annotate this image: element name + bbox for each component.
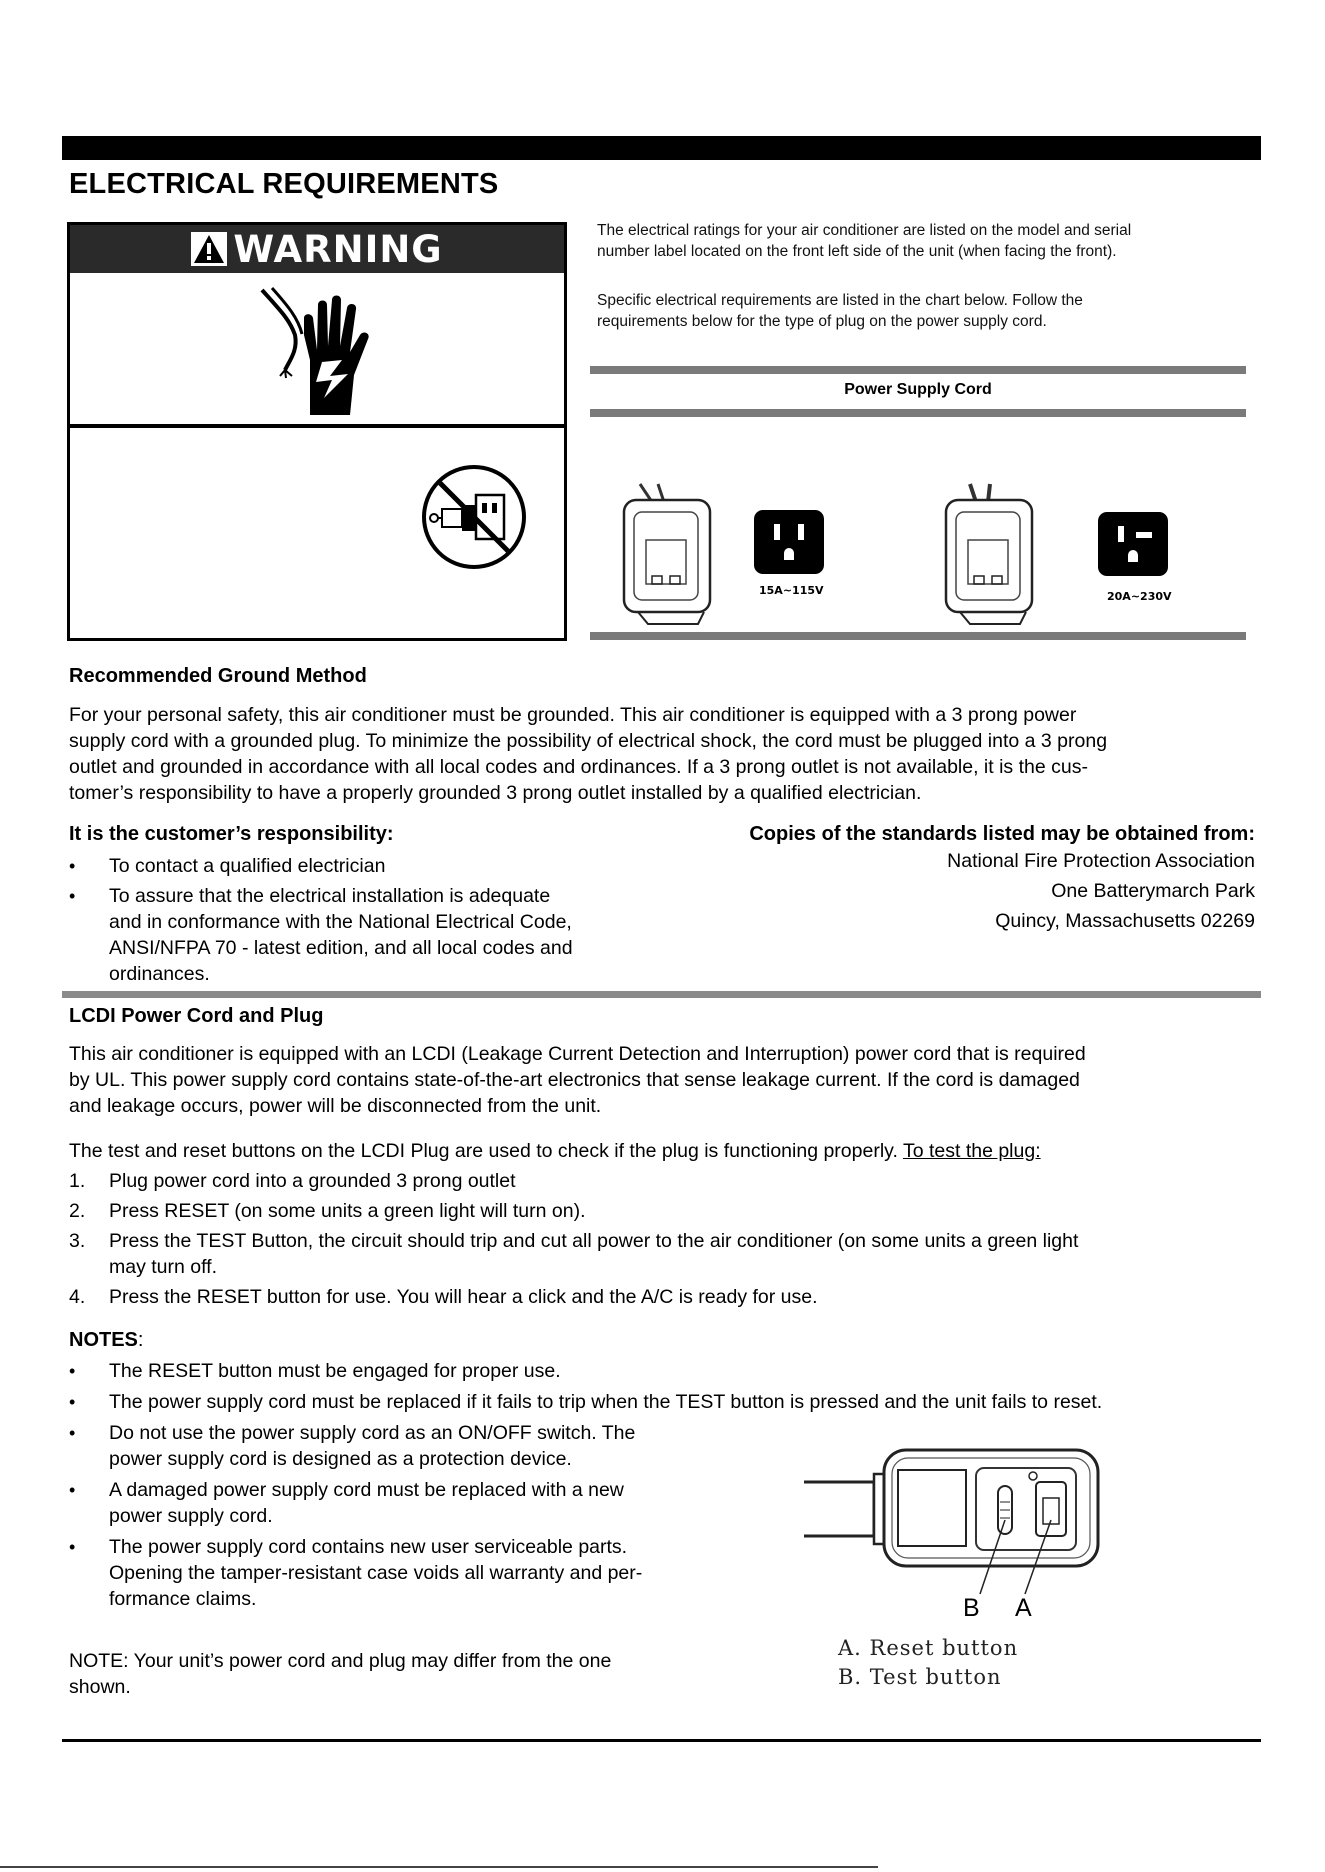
- standards-line-2: One Batterymarch Park: [1051, 880, 1255, 902]
- test-button-caption: B. Test button: [838, 1665, 1002, 1689]
- lcdi-heading: LCDI Power Cord and Plug: [69, 1005, 324, 1027]
- lcdi-plug-230v-icon: [940, 478, 1040, 626]
- warning-header: [70, 225, 564, 273]
- power-supply-mid-rule: [590, 409, 1246, 417]
- requirements-line-2: requirements below for the type of plug on the power supply cord.: [597, 313, 1047, 330]
- diagram-label-a: A: [1015, 1594, 1032, 1622]
- standards-line-1: National Fire Protection Association: [947, 850, 1255, 872]
- list-item: • Do not use the power supply cord as an ON/OFF switch. The power supply cord is designed as a protection device.: [69, 1420, 1269, 1472]
- list-item: • The power supply cord contains new user serviceable parts. Opening the tamper-resistant case voids all warranty and per- formance claims.: [69, 1534, 1269, 1612]
- requirements-paragraph: [597, 290, 1083, 332]
- outlet-115v-icon: [754, 510, 824, 574]
- ground-heading: Recommended Ground Method: [69, 665, 367, 687]
- section-divider: [62, 991, 1261, 998]
- notes-heading: NOTES:: [69, 1329, 144, 1351]
- list-item: • To contact a qualified electrician: [69, 853, 689, 879]
- warning-label: WARNING: [233, 227, 443, 271]
- ratings-paragraph: [597, 220, 1131, 262]
- step-number: 2.: [69, 1200, 86, 1222]
- list-item: • To assure that the electrical installation is adequate and in conformance with the National Electrical Code, ANSI/NFPA 70 - latest edition, and all local codes and ordinances.: [69, 883, 689, 987]
- page-title: ELECTRICAL REQUIREMENTS: [69, 168, 499, 200]
- step-text: may turn off.: [109, 1256, 218, 1278]
- ground-line-1: For your personal safety, this air conditioner must be grounded. This air conditioner is equipped with a 3 prong power: [69, 704, 1077, 726]
- lcdi-plug-115v-icon: [618, 478, 718, 626]
- step-text: Press the RESET button for use. You will hear a click and the A/C is ready for use.: [109, 1286, 818, 1308]
- reset-button-caption: A. Reset button: [838, 1636, 1019, 1660]
- ground-line-4: tomer’s responsibility to have a properly grounded 3 prong outlet installed by a qualified electrician.: [69, 782, 922, 804]
- responsibility-list: [69, 853, 689, 987]
- ground-paragraph: [69, 702, 1259, 806]
- test-step: [69, 1198, 1259, 1224]
- electric-shock-hand-icon: [250, 280, 400, 420]
- power-supply-bottom-rule: [590, 632, 1246, 640]
- standards-block: [749, 823, 1255, 934]
- power-supply-top-rule: [590, 366, 1246, 374]
- test-steps-list: [69, 1168, 1259, 1310]
- header-bar: [62, 136, 1261, 160]
- warning-divider: [70, 424, 564, 428]
- ground-line-3: outlet and grounded in accordance with all local codes and ordinances. If a 3 prong outlet is not available, it is the cus-: [69, 756, 1088, 778]
- no-adapter-icon: [420, 463, 528, 571]
- test-step: [69, 1228, 1259, 1280]
- step-number: 4.: [69, 1286, 86, 1308]
- standards-heading: Copies of the standards listed may be obtained from:: [749, 823, 1255, 845]
- step-text: Press the TEST Button, the circuit should trip and cut all power to the air conditioner (on some units a green light: [109, 1230, 1079, 1252]
- test-step: [69, 1168, 1259, 1194]
- footer-rule: [0, 1866, 878, 1868]
- warning-box: [67, 222, 567, 641]
- list-item: • The power supply cord must be replaced if it fails to trip when the TEST button is pressed and the unit fails to reset.: [69, 1389, 1269, 1415]
- step-text: Press RESET (on some units a green light will turn on).: [109, 1200, 586, 1222]
- final-note: NOTE: Your unit’s power cord and plug may differ from the one shown.: [69, 1650, 612, 1698]
- step-number: 3.: [69, 1230, 86, 1252]
- lcdi-test-intro: The test and reset buttons on the LCDI Plug are used to check if the plug is functioning properly. To test the plug:: [69, 1140, 1041, 1162]
- list-item: • The RESET button must be engaged for proper use.: [69, 1358, 1269, 1384]
- ratings-line-1: The electrical ratings for your air conditioner are listed on the model and serial: [597, 222, 1132, 239]
- power-supply-heading: Power Supply Cord: [844, 381, 992, 398]
- step-text: Plug power cord into a grounded 3 prong outlet: [109, 1170, 516, 1192]
- bottom-rule: [62, 1739, 1261, 1742]
- list-item: • A damaged power supply cord must be replaced with a new power supply cord.: [69, 1477, 1269, 1529]
- outlet-230v-label: 20A~230V: [1107, 590, 1172, 603]
- responsibility-heading: It is the customer’s responsibility:: [69, 823, 394, 845]
- step-number: 1.: [69, 1170, 86, 1192]
- test-plug-label: To test the plug:: [902, 1140, 1041, 1162]
- outlet-230v-icon: [1098, 512, 1168, 576]
- diagram-label-b: B: [963, 1594, 980, 1622]
- standards-line-3: Quincy, Massachusetts 02269: [995, 910, 1255, 932]
- lcdi-paragraph: This air conditioner is equipped with an LCDI (Leakage Current Detection and Interruption) power cord that is required by UL. This power supply cord contains state-of-the-art electronics that sense leakage current. If the cord is damaged and leakage occurs, power will be disconnected from the unit.: [69, 1043, 1086, 1117]
- requirements-line-1: Specific electrical requirements are listed in the chart below. Follow the: [597, 292, 1083, 309]
- ratings-line-2: number label located on the front left side of the unit (when facing the front).: [597, 243, 1117, 260]
- test-step: [69, 1284, 1259, 1310]
- warning-triangle-icon: [191, 232, 227, 266]
- lcdi-plug-diagram: [800, 1440, 1100, 1620]
- diagram-caption: [838, 1634, 1018, 1692]
- ground-line-2: supply cord with a grounded plug. To minimize the possibility of electrical shock, the cord must be plugged into a 3 prong: [69, 730, 1108, 752]
- outlet-115v-label: 15A~115V: [759, 584, 824, 597]
